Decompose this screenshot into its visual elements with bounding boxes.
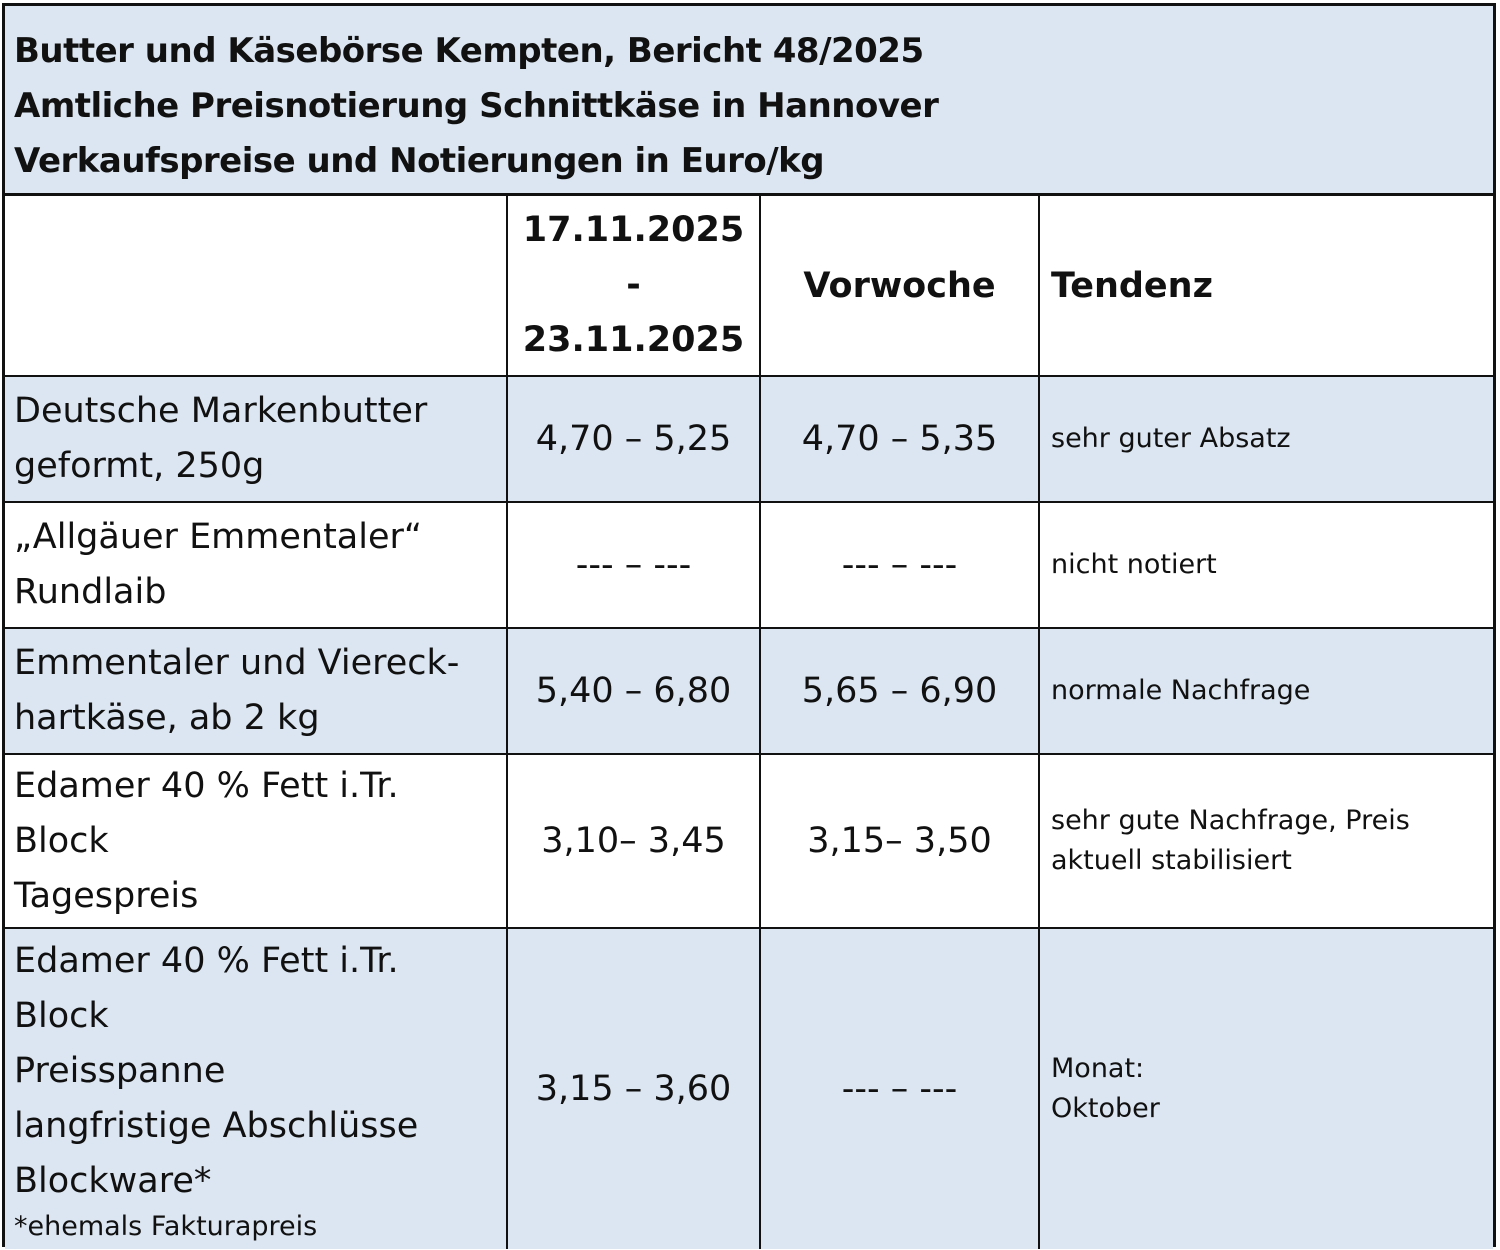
product-name-line: Edamer 40 % Fett i.Tr.	[14, 940, 399, 981]
report-title-block	[5, 6, 1493, 196]
product-name-line: langfristige Abschlüsse	[14, 1105, 419, 1146]
product-name-line: hartkäse, ab 2 kg	[14, 698, 320, 738]
current-price-cell: --- – ---	[507, 502, 760, 628]
product-name-line: Emmentaler und Viereck-	[14, 643, 460, 683]
trend-line: aktuell stabilisiert	[1051, 845, 1292, 876]
trend-cell	[1039, 376, 1493, 502]
previous-price-cell: 3,15– 3,50	[760, 754, 1039, 928]
trend-cell	[1039, 502, 1493, 628]
trend-line: Oktober	[1051, 1093, 1160, 1124]
table-row	[5, 754, 1493, 928]
table-row	[5, 928, 1493, 1249]
product-name-line: Tagespreis	[14, 875, 199, 916]
trend-line: Monat:	[1051, 1053, 1145, 1084]
report-title-line-2: Amtliche Preisnotierung Schnittkäse in Hannover	[14, 86, 939, 126]
price-report-table	[2, 3, 1496, 1247]
header-product-cell	[5, 196, 507, 376]
product-name-cell	[5, 928, 507, 1249]
current-price-cell: 5,40 – 6,80	[507, 628, 760, 754]
product-name-line: Rundlaib	[14, 572, 167, 612]
product-name-cell	[5, 754, 507, 928]
trend-cell	[1039, 928, 1493, 1249]
previous-price-cell: 4,70 – 5,35	[760, 376, 1039, 502]
product-name-line: Block	[14, 820, 109, 861]
footnote: *ehemals Fakturapreis	[14, 1210, 318, 1242]
previous-price-cell: --- – ---	[760, 928, 1039, 1249]
header-trend: Tendenz	[1039, 196, 1493, 376]
current-price-cell: 3,15 – 3,60	[507, 928, 760, 1249]
previous-price-cell: --- – ---	[760, 502, 1039, 628]
table-header-row	[5, 196, 1493, 376]
trend-line: sehr gute Nachfrage, Preis	[1051, 805, 1410, 836]
header-period-start: 17.11.2025	[522, 210, 745, 250]
trend-line: normale Nachfrage	[1051, 675, 1311, 706]
product-name-cell	[5, 376, 507, 502]
current-price-cell: 3,10– 3,45	[507, 754, 760, 928]
product-name-line: Blockware*	[14, 1160, 212, 1201]
table-row	[5, 376, 1493, 502]
product-name-line: Deutsche Markenbutter	[14, 391, 428, 431]
previous-price-cell: 5,65 – 6,90	[760, 628, 1039, 754]
trend-line: nicht notiert	[1051, 549, 1217, 580]
product-name-line: „Allgäuer Emmentaler“	[14, 517, 423, 557]
header-previous-week: Vorwoche	[760, 196, 1039, 376]
product-name-line: Block	[14, 995, 109, 1036]
price-table	[5, 196, 1493, 1249]
trend-line: sehr guter Absatz	[1051, 423, 1291, 454]
product-name-cell	[5, 628, 507, 754]
product-name-cell	[5, 502, 507, 628]
trend-cell	[1039, 754, 1493, 928]
product-name-line: geformt, 250g	[14, 446, 265, 486]
table-row	[5, 628, 1493, 754]
header-period-end: 23.11.2025	[522, 320, 745, 360]
report-title-line-3: Verkaufspreise und Notierungen in Euro/kg	[14, 141, 825, 181]
header-period-dash: -	[626, 265, 641, 305]
current-price-cell: 4,70 – 5,25	[507, 376, 760, 502]
trend-cell	[1039, 628, 1493, 754]
product-name-line: Edamer 40 % Fett i.Tr.	[14, 765, 399, 806]
report-title-line-1: Butter und Käsebörse Kempten, Bericht 48/2025	[14, 31, 924, 71]
table-row	[5, 502, 1493, 628]
product-name-line: Preisspanne	[14, 1050, 226, 1091]
header-period-cell	[507, 196, 760, 376]
